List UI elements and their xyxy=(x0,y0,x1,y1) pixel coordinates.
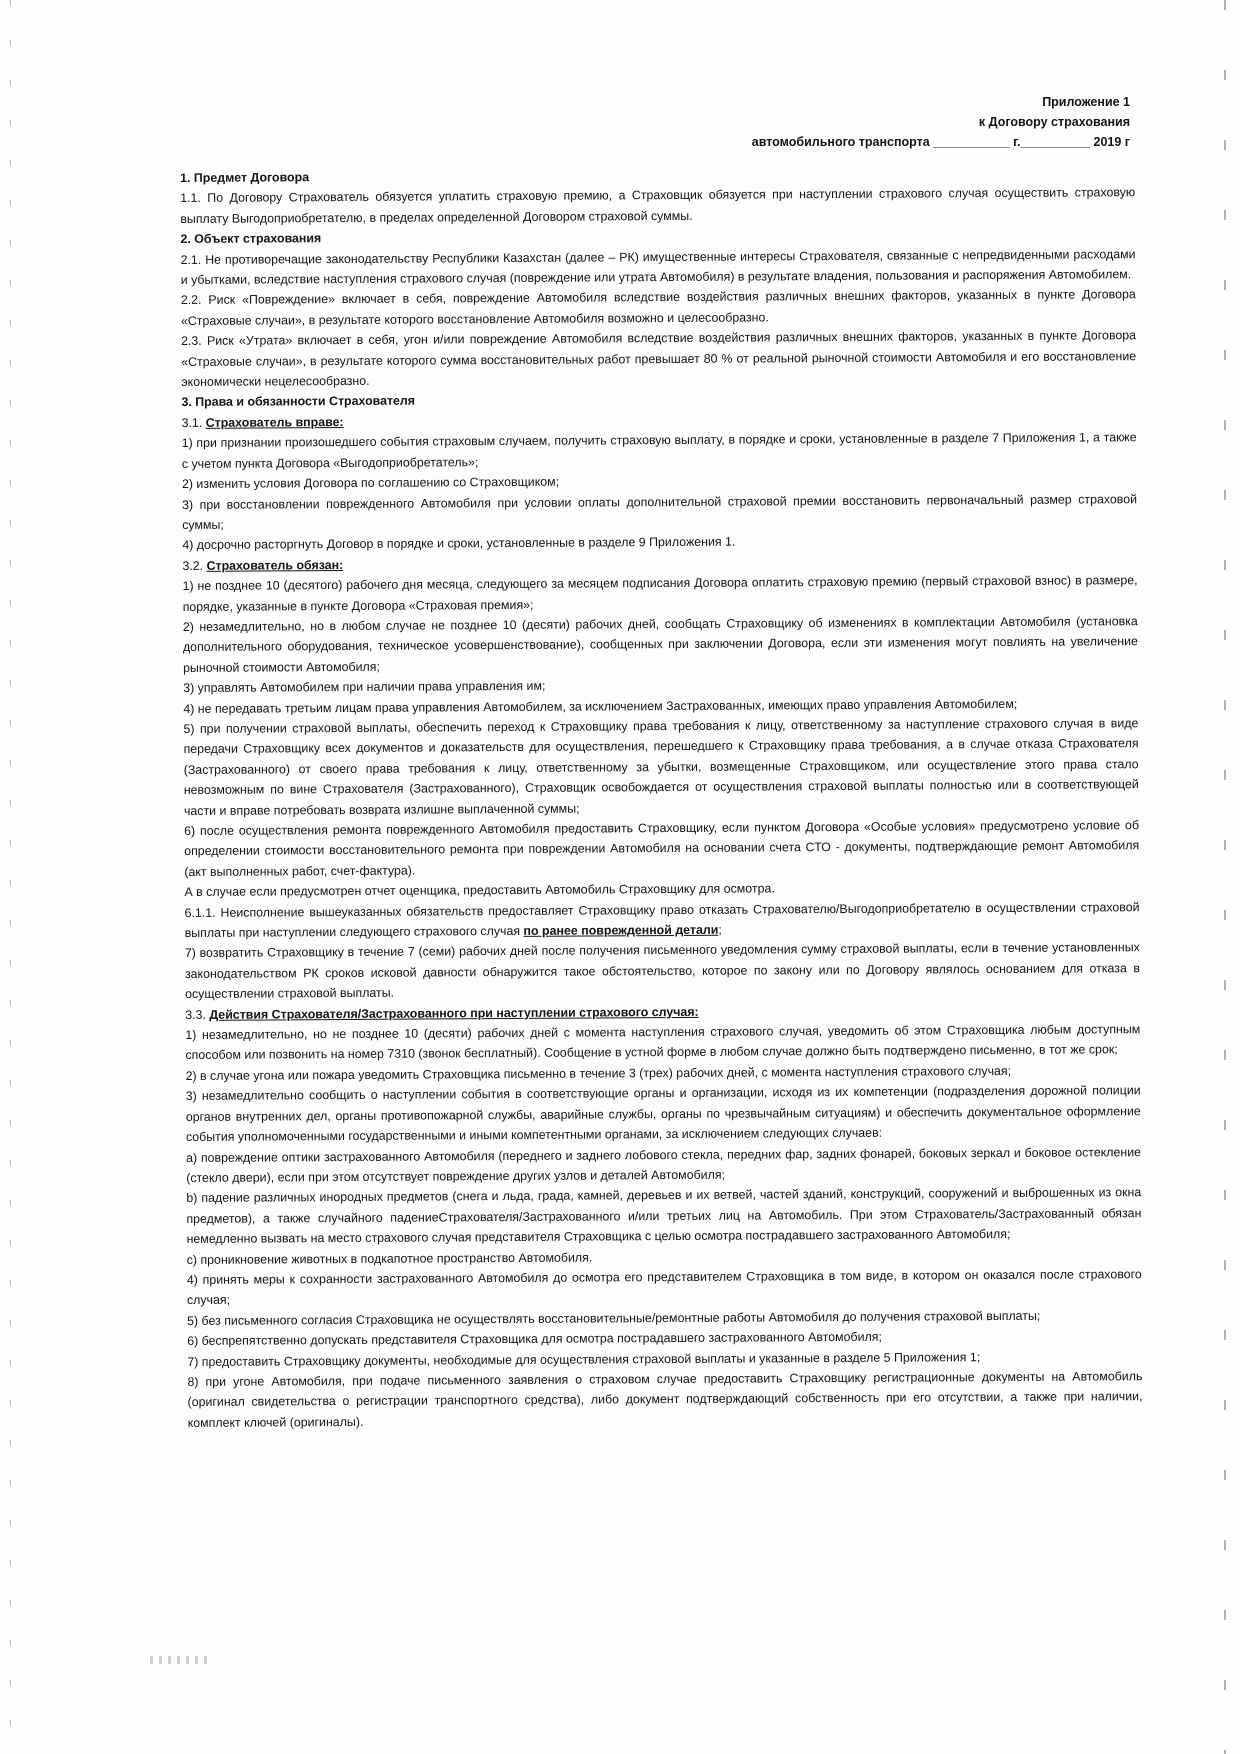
section-1-title: 1. Предмет Договора xyxy=(180,170,310,185)
section-3-3-item-3: 3) незамедлительно сообщить о наступлении события в соответствующие органы и организации, исходя из их компетенции (подразделения дорожной полиции органов внутренних дел, органы противопожарной службы, аварийные службы, органы по чрезвычайным ситуациям) и обеспечить документальное оформление события уполномоченными государственными и иными компетентными органами, за исключением следующих случаев: xyxy=(185,1083,1141,1145)
section-3-3-item-6: 6) беспрепятственно допускать представителя Страховщика для осмотра пострадавшего застрахованного Автомобиля; xyxy=(187,1329,882,1349)
scan-artifact xyxy=(150,1656,210,1664)
header-line-transport: автомобильного транспорта ___________ г.__________ 2019 г xyxy=(751,135,1130,149)
section-3-3-item-3b: b) падение различных инородных предметов (снега и льда, града, камней, деревьев и их ветвей, частей зданий, конструкций, сооружений и выброшенных из окна предметов), а также случайного падениеСтрахователя/Застрахованного и/или третьих лиц на Автомобиль. При этом Страхователь/Застрахованный обязан немедленно вызвать на место страхового случая представителя Страховщика с целью осмотра пострадавшего застрахованного Автомобиля; xyxy=(186,1185,1142,1247)
section-3-2-item-5: 5) при получении страховой выплаты, обеспечить переход к Страховщику права требования к лицу, ответственному за наступление страхового случая в виде передачи Страховщику всех документов и доказательств для осуществления, перешедшего к Страховщику права требования, а в случае отказа Страхователя (Застрахованного) от своего права требования к лицу, ответственному за убытки, возмещенные Страховщиком, или осуществление этого права стало невозможным по вине Страхователя (Застрахованного), Страховщик освобождается от осуществления страховой выплаты полностью или в соответствующей части и вправе потребовать возврата излишне выплаченной суммы; xyxy=(183,716,1139,818)
section-3-title: 3. Права и обязанности Страхователя xyxy=(181,394,416,410)
section-3-2-item-2: 2) незамедлительно, но в любом случае не позднее 10 (десяти) рабочих дней, сообщать Страховщику об изменениях в комплектации Автомобиля (установка дополнительного оборудования, техническое усовершенствование), сообщенных при заключении Договора, если эти изменения могут повлиять на увеличение рыночной стоимости Автомобиля; xyxy=(182,614,1138,675)
section-3-3-item-5: 5) без письменного согласия Страховщика не осуществлять восстановительные/ремонтные работы Автомобиля до получения страховой выплаты; xyxy=(186,1308,1041,1328)
item-6-1-1-emphasis: по ранее поврежденной детали xyxy=(523,922,719,938)
section-3-2-item-1: 1) не позднее 10 (десятого) рабочего дня месяца, следующего за месяцем подписания Договора оплатить страховую премию (первый страховой взнос) в размере, порядке, указанные в пункте Договора «Страховая премия»; xyxy=(182,573,1138,614)
section-2-2: 2.2. Риск «Повреждение» включает в себя, повреждение Автомобиля вследствие воздействия различных внешних факторов, указанных в пункте Договора «Страховые случаи», в результате которого восстановление Автомобиля возможно и целесообразно. xyxy=(180,287,1136,328)
section-3-3-item-8: 8) при угоне Автомобиля, при подаче письменного заявления о страховом случае предоставить Страховщику регистрационные документы на Автомобиль (оригинал свидетельства о регистрации транспортного средства), либо документ подтверждающий собственность при его отсутствии, а также при наличии, комплект ключей (оригиналы). xyxy=(187,1369,1143,1430)
section-2-title: 2. Объект страхования xyxy=(180,231,322,247)
section-3-1-item-4: 4) досрочно расторгнуть Договор в порядке и сроки, установленные в разделе 9 Приложения 1. xyxy=(182,534,736,553)
item-6-1-1-text: 6.1.1. Неисполнение вышеуказанных обязательств предоставляет Страховщику право отказать Страхователю/Выгодоприобретателю в осуществлении страховой выплаты при наступлении следующего страхового случая xyxy=(184,899,1140,941)
section-2-1: 2.1. Не противоречащие законодательству Республики Казахстан (далее – РК) имущественные интересы Страхователя, связанные с непредвиденными расходами и убытками, вследствие наступления страхового случая (повреждение или утрата Автомобиля) в результате владения, пользования и распоряжения Автомобилем. xyxy=(180,246,1136,288)
section-3-2-item-6: 6) после осуществления ремонта поврежденного Автомобиля предоставить Страховщику, если пунктом Договора «Особые условия» предусмотрено условие об определении стоимости восстановительного ремонта при повреждении Автомобиля на основании счета СТО - документы, подтверждающие ремонт Автомобиля (акт выполненных работ, счет-фактура). xyxy=(184,818,1140,879)
section-3-3-number: 3.3. xyxy=(185,1007,210,1022)
section-3-2-title: Страхователь обязан: xyxy=(206,557,344,573)
section-3-3-item-3c: c) проникновение животных в подкапотное пространство Автомобиля. xyxy=(186,1250,593,1267)
section-1-1: 1.1. По Договору Страхователь обязуется уплатить страховую премию, а Страховщик обязуется при наступлении страхового случая осуществить страховую выплату Выгодоприобретателю, в пределах определенной Договором страховой суммы. xyxy=(180,185,1136,226)
section-3-1-title: Страхователь вправе: xyxy=(205,414,344,430)
section-3-2-number: 3.2. xyxy=(182,558,207,573)
section-3-2-item-6-note: А в случае если предусмотрен отчет оценщика, предоставить Автомобиль Страховщику для осмотра. xyxy=(184,881,775,900)
section-3-3-title: Действия Страхователя/Застрахованного при наступлении страхового случая: xyxy=(209,1004,699,1022)
section-3-3-item-1: 1) незамедлительно, но не позднее 10 (десяти) рабочих дней с момента наступления страхового случая, уведомить об этом Страховщика любым доступным способом или позвонить на номер 7310 (звонок бесплатный). Сообщение в устной форме в любом случае должно быть подтверждено письменно, в тот же срок; xyxy=(185,1022,1141,1063)
section-3-2-item-4: 4) не передавать третьим лицам права управления Автомобилем, за исключением Застрахованных, имеющих право управления Автомобилем; xyxy=(183,696,1018,716)
section-3-3-item-2: 2) в случае угона или пожара уведомить Страховщика письменно в течение 3 (трех) рабочих дней, с момента наступления страхового случая; xyxy=(185,1063,1012,1083)
section-3-1-item-3: 3) при восстановлении поврежденного Автомобиля при условии оплаты дополнительной страховой премии восстановить первоначальный размер страховой суммы; xyxy=(182,491,1138,532)
section-3-3-item-7: 7) предоставить Страховщику документы, необходимые для осуществления страховой выплаты и указанные в разделе 5 Приложения 1; xyxy=(187,1349,981,1369)
header-line-contract: к Договору страхования xyxy=(978,115,1130,129)
section-2-3: 2.3. Риск «Утрата» включает в себя, угон и/или повреждение Автомобиля вследствие воздействия различных внешних факторов, указанных в пункте Договора «Страховые случаи», в результате которого сумма восстановительных работ превышает 80 % от реальной рыночной стоимости Автомобиля и его восстановление экономически нецелесообразно. xyxy=(181,328,1137,390)
section-3-3-item-3a: a) повреждение оптики застрахованного Автомобиля (переднего и заднего лобового стекла, передних фар, задних фонарей, боковых зеркал и боковое остекление (стекло двери), если при этом отсутствует повреждение других узлов и деталей Автомобиля; xyxy=(186,1144,1142,1185)
scan-edge-left xyxy=(10,0,11,1754)
section-3-3-item-4: 4) принять меры к сохранности застрахованного Автомобиля до осмотра его представителем Страховщика в том виде, в котором он оказался после страхового случая; xyxy=(186,1267,1142,1308)
section-3-1-item-1: 1) при признании произошедшего события страховым случаем, получить страховую выплату, в порядке и сроки, установленные в разделе 7 Приложения 1, а также с учетом пункта Договора «Выгодоприобретатель»; xyxy=(181,430,1137,471)
section-3-2-item-7: 7) возвратить Страховщику в течение 7 (семи) рабочих дней после получения письменного уведомления сумму страховой выплаты, если в течение установленных законодательством РК сроков исковой давности обнаружится такое обстоятельство, которое по закону или по Договору являлось основанием для отказа в осуществлении страховой выплаты. xyxy=(184,940,1140,1002)
document-body xyxy=(180,162,1143,1433)
section-3-2-item-6-1-1 xyxy=(184,897,1139,944)
appendix-header xyxy=(752,92,1130,152)
section-3-1-number: 3.1. xyxy=(181,415,206,430)
item-6-1-1-end: ; xyxy=(718,922,722,937)
header-line-appendix: Приложение 1 xyxy=(1042,95,1130,109)
section-3-1-item-2: 2) изменить условия Договора по соглашению со Страховщиком; xyxy=(181,474,560,492)
section-3-2-item-3: 3) управлять Автомобилем при наличии права управления им; xyxy=(183,678,546,696)
scan-edge-right xyxy=(1224,0,1226,1754)
